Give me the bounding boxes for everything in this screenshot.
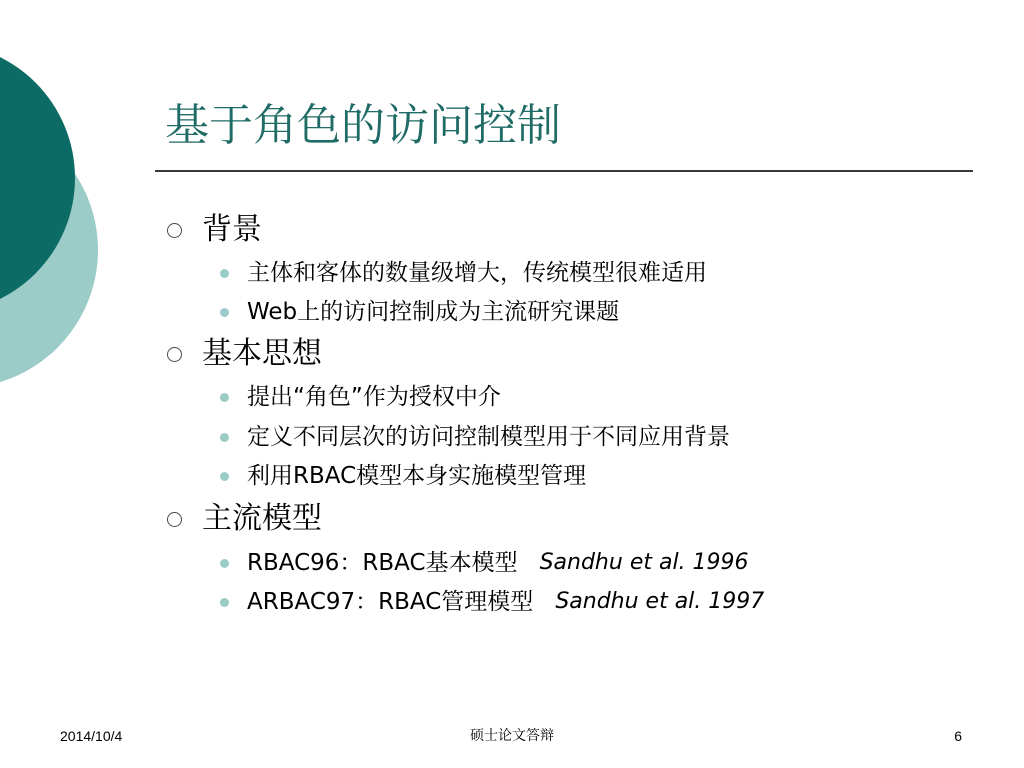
item-text: Web上的访问控制成为主流研究课题 <box>247 299 620 325</box>
list-item <box>220 257 707 289</box>
dot-bullet-icon <box>220 559 229 568</box>
footer-date: 2014/10/4 <box>60 728 123 744</box>
page-number: 6 <box>954 728 962 744</box>
list-item <box>220 421 730 453</box>
dot-bullet-icon <box>220 308 229 317</box>
section-heading: 主流模型 <box>202 501 322 536</box>
decorative-circles <box>0 0 120 420</box>
dot-bullet-icon <box>220 269 229 278</box>
slide-title: 基于角色的访问控制 <box>165 100 561 151</box>
hollow-circle-bullet-icon <box>167 347 182 362</box>
item-text: 利用RBAC模型本身实施模型管理 <box>247 463 587 489</box>
dot-bullet-icon <box>220 472 229 481</box>
dot-bullet-icon <box>220 433 229 442</box>
title-underline <box>155 170 973 172</box>
item-text: 提出“角色”作为授权中介 <box>247 384 501 410</box>
dot-bullet-icon <box>220 393 229 402</box>
section-heading: 背景 <box>202 212 262 247</box>
item-text: ARBAC97：RBAC管理模型 <box>247 589 534 615</box>
list-item <box>220 547 749 579</box>
item-text: 定义不同层次的访问控制模型用于不同应用背景 <box>247 424 730 450</box>
hollow-circle-bullet-icon <box>167 223 182 238</box>
hollow-circle-bullet-icon <box>167 512 182 527</box>
list-item <box>220 296 619 328</box>
footer-center-text: 硕士论文答辩 <box>470 728 554 744</box>
section-mainstream-models <box>167 499 322 539</box>
citation: Sandhu et al. 1997 <box>555 589 765 614</box>
item-text: RBAC96：RBAC基本模型 <box>247 550 518 576</box>
citation: Sandhu et al. 1996 <box>539 550 749 575</box>
section-basic-idea <box>167 334 322 374</box>
list-item <box>220 460 586 492</box>
item-text: 主体和客体的数量级增大，传统模型很难适用 <box>247 260 707 286</box>
list-item <box>220 586 764 618</box>
list-item <box>220 381 501 413</box>
section-background <box>167 210 262 250</box>
section-heading: 基本思想 <box>202 336 322 371</box>
dot-bullet-icon <box>220 598 229 607</box>
